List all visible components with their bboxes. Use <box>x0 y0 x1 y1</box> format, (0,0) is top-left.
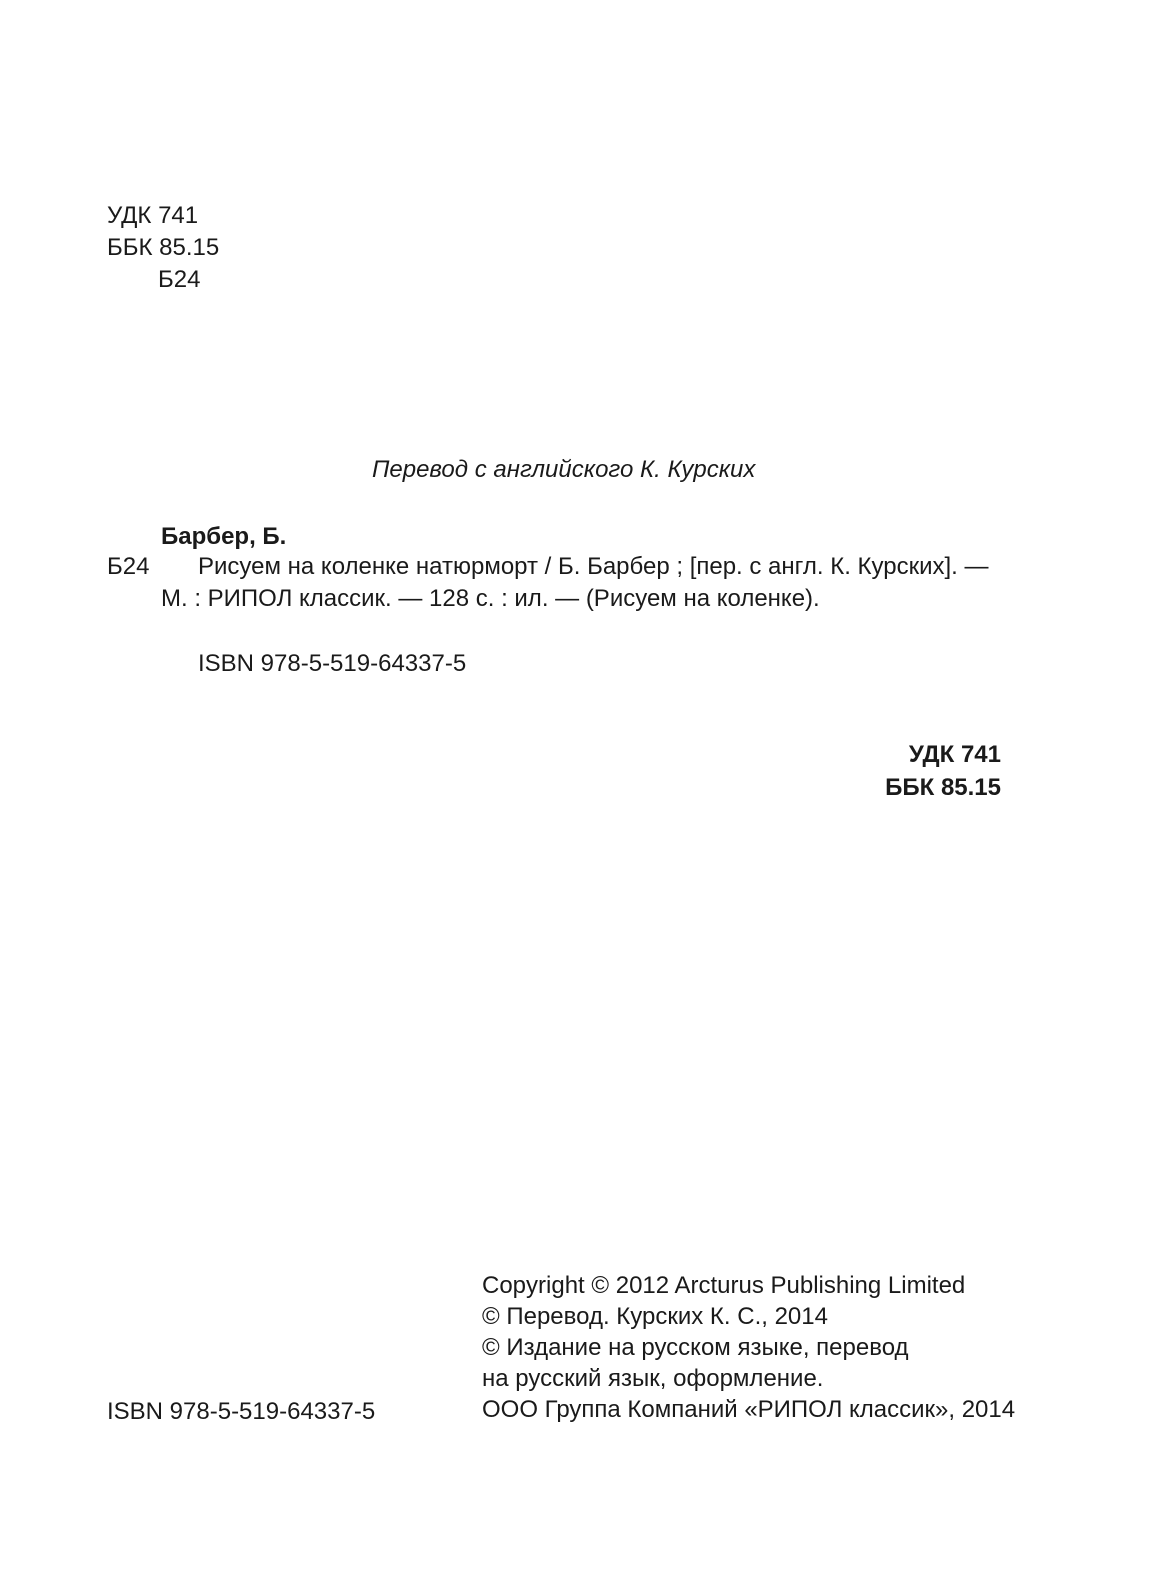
classification-bottom <box>885 739 1001 805</box>
copyright-line: Copyright © 2012 Arcturus Publishing Limited <box>482 1272 966 1299</box>
udk-code-bold: УДК 741 <box>908 741 1001 768</box>
catalog-isbn: ISBN 978-5-519-64337-5 <box>198 650 467 677</box>
translation-note: Перевод с английского К. Курских <box>372 456 756 483</box>
catalog-author-mark: Б24 <box>107 553 150 580</box>
bbk-code-bold: ББК 85.15 <box>885 774 1001 801</box>
catalog-description-line-2: М. : РИПОЛ классик. — 128 с. : ил. — (Рисуем на коленке). <box>161 585 820 612</box>
author-mark: Б24 <box>158 266 201 293</box>
udk-code: УДК 741 <box>107 202 199 229</box>
copyright-block <box>482 1270 1015 1425</box>
catalog-author: Барбер, Б. <box>161 523 287 550</box>
copyright-line: © Издание на русском языке, перевод <box>482 1334 909 1361</box>
copyright-line: ООО Группа Компаний «РИПОЛ классик», 2014 <box>482 1396 1016 1423</box>
catalog-description-line-1: Рисуем на коленке натюрморт / Б. Барбер ; [пер. с англ. К. Курских]. — <box>198 553 989 580</box>
classification-top <box>107 200 219 296</box>
copyright-line: © Перевод. Курских К. С., 2014 <box>482 1303 828 1330</box>
bbk-code: ББК 85.15 <box>107 234 220 261</box>
copyright-line: на русский язык, оформление. <box>482 1365 824 1392</box>
isbn-bottom: ISBN 978-5-519-64337-5 <box>107 1398 376 1425</box>
